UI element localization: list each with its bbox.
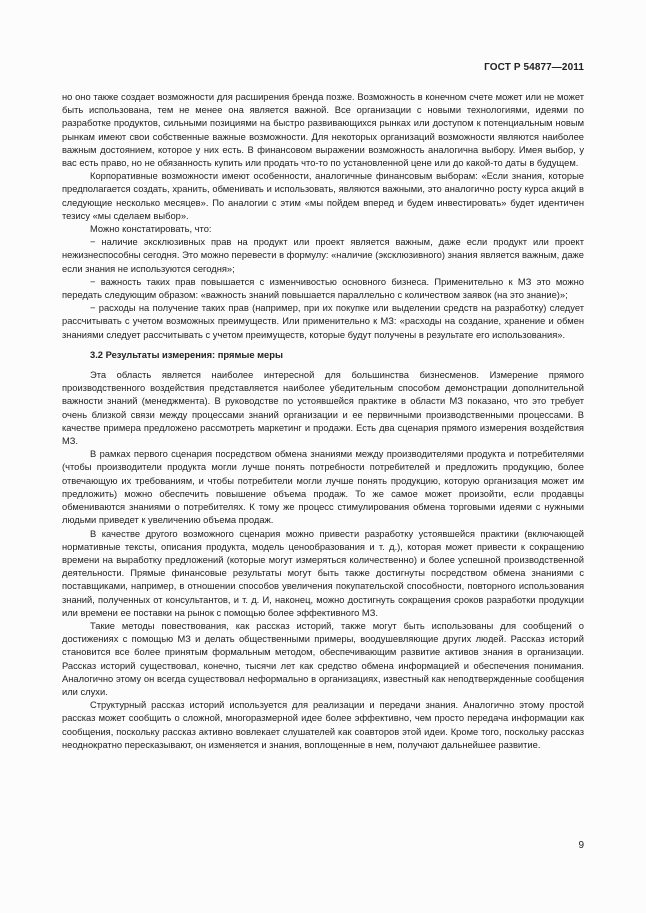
section-title: 3.2 Результаты измерения: прямые меры bbox=[90, 349, 283, 360]
paragraph-structured-storytelling: Структурный рассказ историй используется для реализации и передачи знания. Аналогично этому простой рассказ может сообщить о сложной, многоразмерной идее более эффективно, чем просто передача информации как сообщения, поскольку рассказ активно вовлекает слушателей как соавторов этой идеи. Кроме того, поскольку рассказ неоднократно пересказывают, он изменяется и знания, воплощенные в нем, получают дальнейшее развитие. bbox=[62, 700, 584, 750]
list-item-exclusive-rights: − наличие эксклюзивных прав на продукт или проект является важным, даже если продукт или проект нежизнеспособны сегодня. Это можно перевести в формулу: «наличие (эксклюзивного) знания является важным, даже если знания не используются сегодня»; bbox=[62, 237, 584, 274]
paragraph-storytelling: Такие методы повествования, как рассказ историй, также могут быть использованы для сообщений о достижениях с помощью МЗ и делать общественными примеры, воодушевляющие других людей. Рассказ историй становится все более принятым формальным методом, обеспечивающим развитие активов знания в организации. Рассказ историй существовал, конечно, тысячи лет как средство обмена информацией и обеспечения понимания. Аналогично этому он всегда существовал неформально в организациях, известный как неподтвержденные сообщения или слухи. bbox=[62, 620, 584, 697]
paragraph-second-scenario: В качестве другого возможного сценария можно привести разработку устоявшейся практики (включающей нормативные тексты, описания продукта, модель ценообразования и т. д.), которая может привести к сокращению времени на выработку предложений (которые могут измеряться количественно) и более успешной производственной деятельности. Прямые финансовые результаты могут быть также достигнуты посредством обмена знаниями с поставщиками, например, в отношении способов увеличения покупательской способности, повторного использования знаний, полученных от консультантов, и т. д. И, наконец, можно достигнуть сокращения сроков разработки продукции или времени ее поставки на рынок с помощью более эффективного МЗ. bbox=[62, 528, 584, 618]
paragraph-direct-measures: Эта область является наиболее интересной для большинства бизнесменов. Измерение прямого производственного воздействия представляется наиболее убедительным способом демонстрации дополнительной важности знаний (менеджмента). В руководстве по устоявшейся практике в области МЗ показано, что это требует очень близкой связи между процессами знаний организации и ее первичными производственными процессами. В качестве примера предложено рассмотреть маркетинг и продажи. Есть два сценария прямого измерения воздействия МЗ. bbox=[62, 370, 584, 447]
standard-header: ГОСТ Р 54877—2011 bbox=[484, 62, 584, 73]
paragraph-first-scenario: В рамках первого сценария посредством обмена знаниями между производителями продукта и потребителями (чтобы производители продукта могли лучше понять потребности потребителей и предложить продукцию, более отвечающую их требованиям, и чтобы потребители могли лучше понять продукцию, которую организация может им предложить) можно обеспечить повышение объема продаж. То же самое может произойти, если продавцы обмениваются знаниями о потребителях. К тому же процесс стимулирования обмена торговыми идеями с нужными людьми приведет к увеличению объема продаж. bbox=[62, 449, 584, 526]
paragraph-conclusion-intro: Можно констатировать, что: bbox=[90, 224, 212, 235]
paragraph-opportunity: но оно также создает возможности для расширения бренда позже. Возможность в конечном счете может или не может быть использована, тем не менее она является важной. Все организации с новыми технологиями, идеями по разработке продуктов, сильными позициями на быстро развивающихся рынках или доступом к потенциальным новым рынкам имеют свои собственные важные возможности. Для некоторых организаций возможности являются наиболее важным достоянием, которое у них есть. В финансовом выражении возможность аналогична выбору. Имея выбор, у вас есть право, но не обязанность купить или продать что-то по установленной цене или до какой-то даты в будущем. bbox=[62, 92, 584, 169]
body-text bbox=[62, 91, 584, 752]
list-item-rights-importance: − важность таких прав повышается с изменчивостью основного бизнеса. Применительно к МЗ это можно передать следующим образом: «важность знаний повышается параллельно с количеством заявок (на это знание)»; bbox=[62, 276, 584, 301]
list-item-costs: − расходы на получение таких прав (например, при их покупке или выделении средств на разработку) следует рассчитывать с учетом возможных преимуществ. Или применительно к МЗ: «расходы на создание, хранение и обмен знаниями следует рассчитывать с учетом преимуществ, которые будут получены в результате его использования». bbox=[62, 303, 584, 340]
paragraph-corporate-opportunities: Корпоративные возможности имеют особенности, аналогичные финансовым выборам: «Если знания, которые предполагается создать, хранить, обменивать и использовать, являются важными, это аналогично росту курса акций в следующие несколько месяцев». По аналогии с этим «мы пойдем вперед и будем инвестировать» будет идентичен тезису «мы сделаем выбор». bbox=[62, 171, 584, 221]
page-number: 9 bbox=[578, 840, 584, 851]
